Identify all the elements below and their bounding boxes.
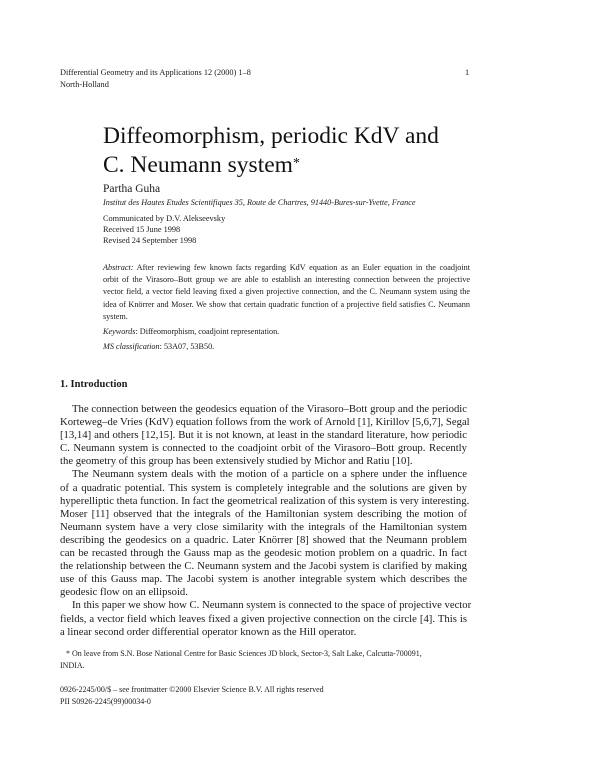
section-heading: 1. Introduction: [60, 379, 128, 390]
title-footnote-mark: *: [292, 156, 300, 171]
body-text: [60, 403, 472, 639]
body-line: Korteweg–de Vries (KdV) equation follows from the work of Arnold [1], Kirillov [5,6,7], Segal: [60, 416, 470, 429]
body-line: The Neumann system deals with the motion of a particle on a sphere under the influence: [72, 468, 467, 481]
publisher: North-Holland: [60, 80, 109, 89]
revised-date: Revised 24 September 1998: [103, 236, 197, 245]
body-line: The connection between the geodesics equation of the Virasoro–Bott group and the periodic: [72, 403, 467, 415]
body-line: the relationship between the C. Neumann system and the Jacobi system is clarified by making: [60, 560, 467, 573]
copyright: 0926-2245/00/$ – see frontmatter ©2000 Elsevier Science B.V. All rights reserved: [60, 685, 324, 694]
author: Partha Guha: [103, 183, 161, 195]
page-number: 1: [465, 68, 470, 77]
msc-text: : 53A07, 53B50.: [159, 342, 215, 352]
body-line: hyperelliptic theta function. In fact the geometrical realization of this system is very interesting.: [60, 494, 470, 507]
abstract-text: After reviewing few known facts regarding KdV equation as an Euler equation in the coadjoint: [133, 263, 470, 272]
abstract-line: system.: [103, 311, 128, 321]
body-line: C. Neumann system is connected to the coadjoint orbit of the Virasoro–Bott group. Recently: [60, 442, 467, 455]
keywords: [103, 326, 470, 338]
footnote-line: * On leave from S.N. Bose National Centre for Basic Sciences JD block, Sector-3, Salt Lake, Calcutta-700091,: [66, 649, 422, 658]
abstract-line: [103, 262, 470, 274]
body-line: geodesic flow on an ellipsoid.: [60, 586, 188, 599]
footnote-line: INDIA.: [60, 660, 85, 670]
body-line: Moser [11] observed that the integrals of the Hamiltonian system describing the motion of: [60, 507, 467, 520]
abstract-line: vector field, a vector field leaving fixed a given projective connection, and the C. Neumann system using the: [103, 287, 470, 297]
footnote: [60, 648, 467, 671]
abstract: [103, 262, 470, 353]
title-text: C. Neumann system: [103, 152, 293, 178]
abstract-line: idea of Knörrer and Moser. We show that certain quadratic function of a projective field satisfies C. Neumann: [103, 299, 470, 309]
body-line: In this paper we show how C. Neumann system is connected to the space of projective vector: [72, 599, 472, 612]
msc-label: MS classification: [103, 342, 160, 352]
body-line: of a quadratic potential. This system is completely integrable and the solutions are given by: [60, 481, 467, 494]
body-line: describing the geodesics on a quadric. Later Knörrer [8] showed that the Neumann problem: [60, 533, 467, 546]
journal-header: Differential Geometry and its Applications 12 (2000) 1–8: [60, 68, 251, 77]
keywords-label: Keywords: [103, 327, 136, 337]
publication-info: [60, 684, 467, 707]
affiliation: Institut des Hautes Etudes Scientifiques 35, Route de Chartres, 91440-Bures-sur-Yvette, France: [103, 198, 416, 207]
abstract-label: Abstract:: [103, 263, 134, 272]
body-line: fields, a vector field which leaves fixed a given projective connection on the circle [4]. This is: [60, 612, 467, 625]
body-line: a linear second order differential operator known as the Hill operator.: [60, 625, 357, 638]
body-line: use of this Gauss map. The Jacobi system is another integrable system which describes the: [60, 573, 467, 586]
received-date: Received 15 June 1998: [103, 225, 181, 234]
paper-title-line2: [103, 152, 300, 179]
msc: [103, 341, 470, 353]
pii: PII S0926-2245(99)00034-0: [60, 696, 151, 706]
body-line: [13,14] and others [12,15]. But it is not known, at least in the standard literature, how periodic: [60, 429, 467, 442]
body-line: can be recasted through the Gauss map as the geodesic motion problem on a quadric. In fact: [60, 547, 467, 560]
abstract-line: orbit of the Virasoro–Bott group we are able to establish an interesting connection between the projective: [103, 275, 470, 285]
keywords-text: : Diffeomorphism, coadjoint representation.: [135, 327, 280, 337]
body-line: the geometry of this group has been extensively studied by Michor and Ratiu [10].: [60, 455, 413, 468]
body-line: Neumann system have a very close similarity with the integrals of the Hamiltonian system: [60, 520, 467, 533]
paper-title-line1: Diffeomorphism, periodic KdV and: [103, 123, 439, 149]
communicated-by: Communicated by D.V. Alekseevsky: [103, 214, 226, 223]
